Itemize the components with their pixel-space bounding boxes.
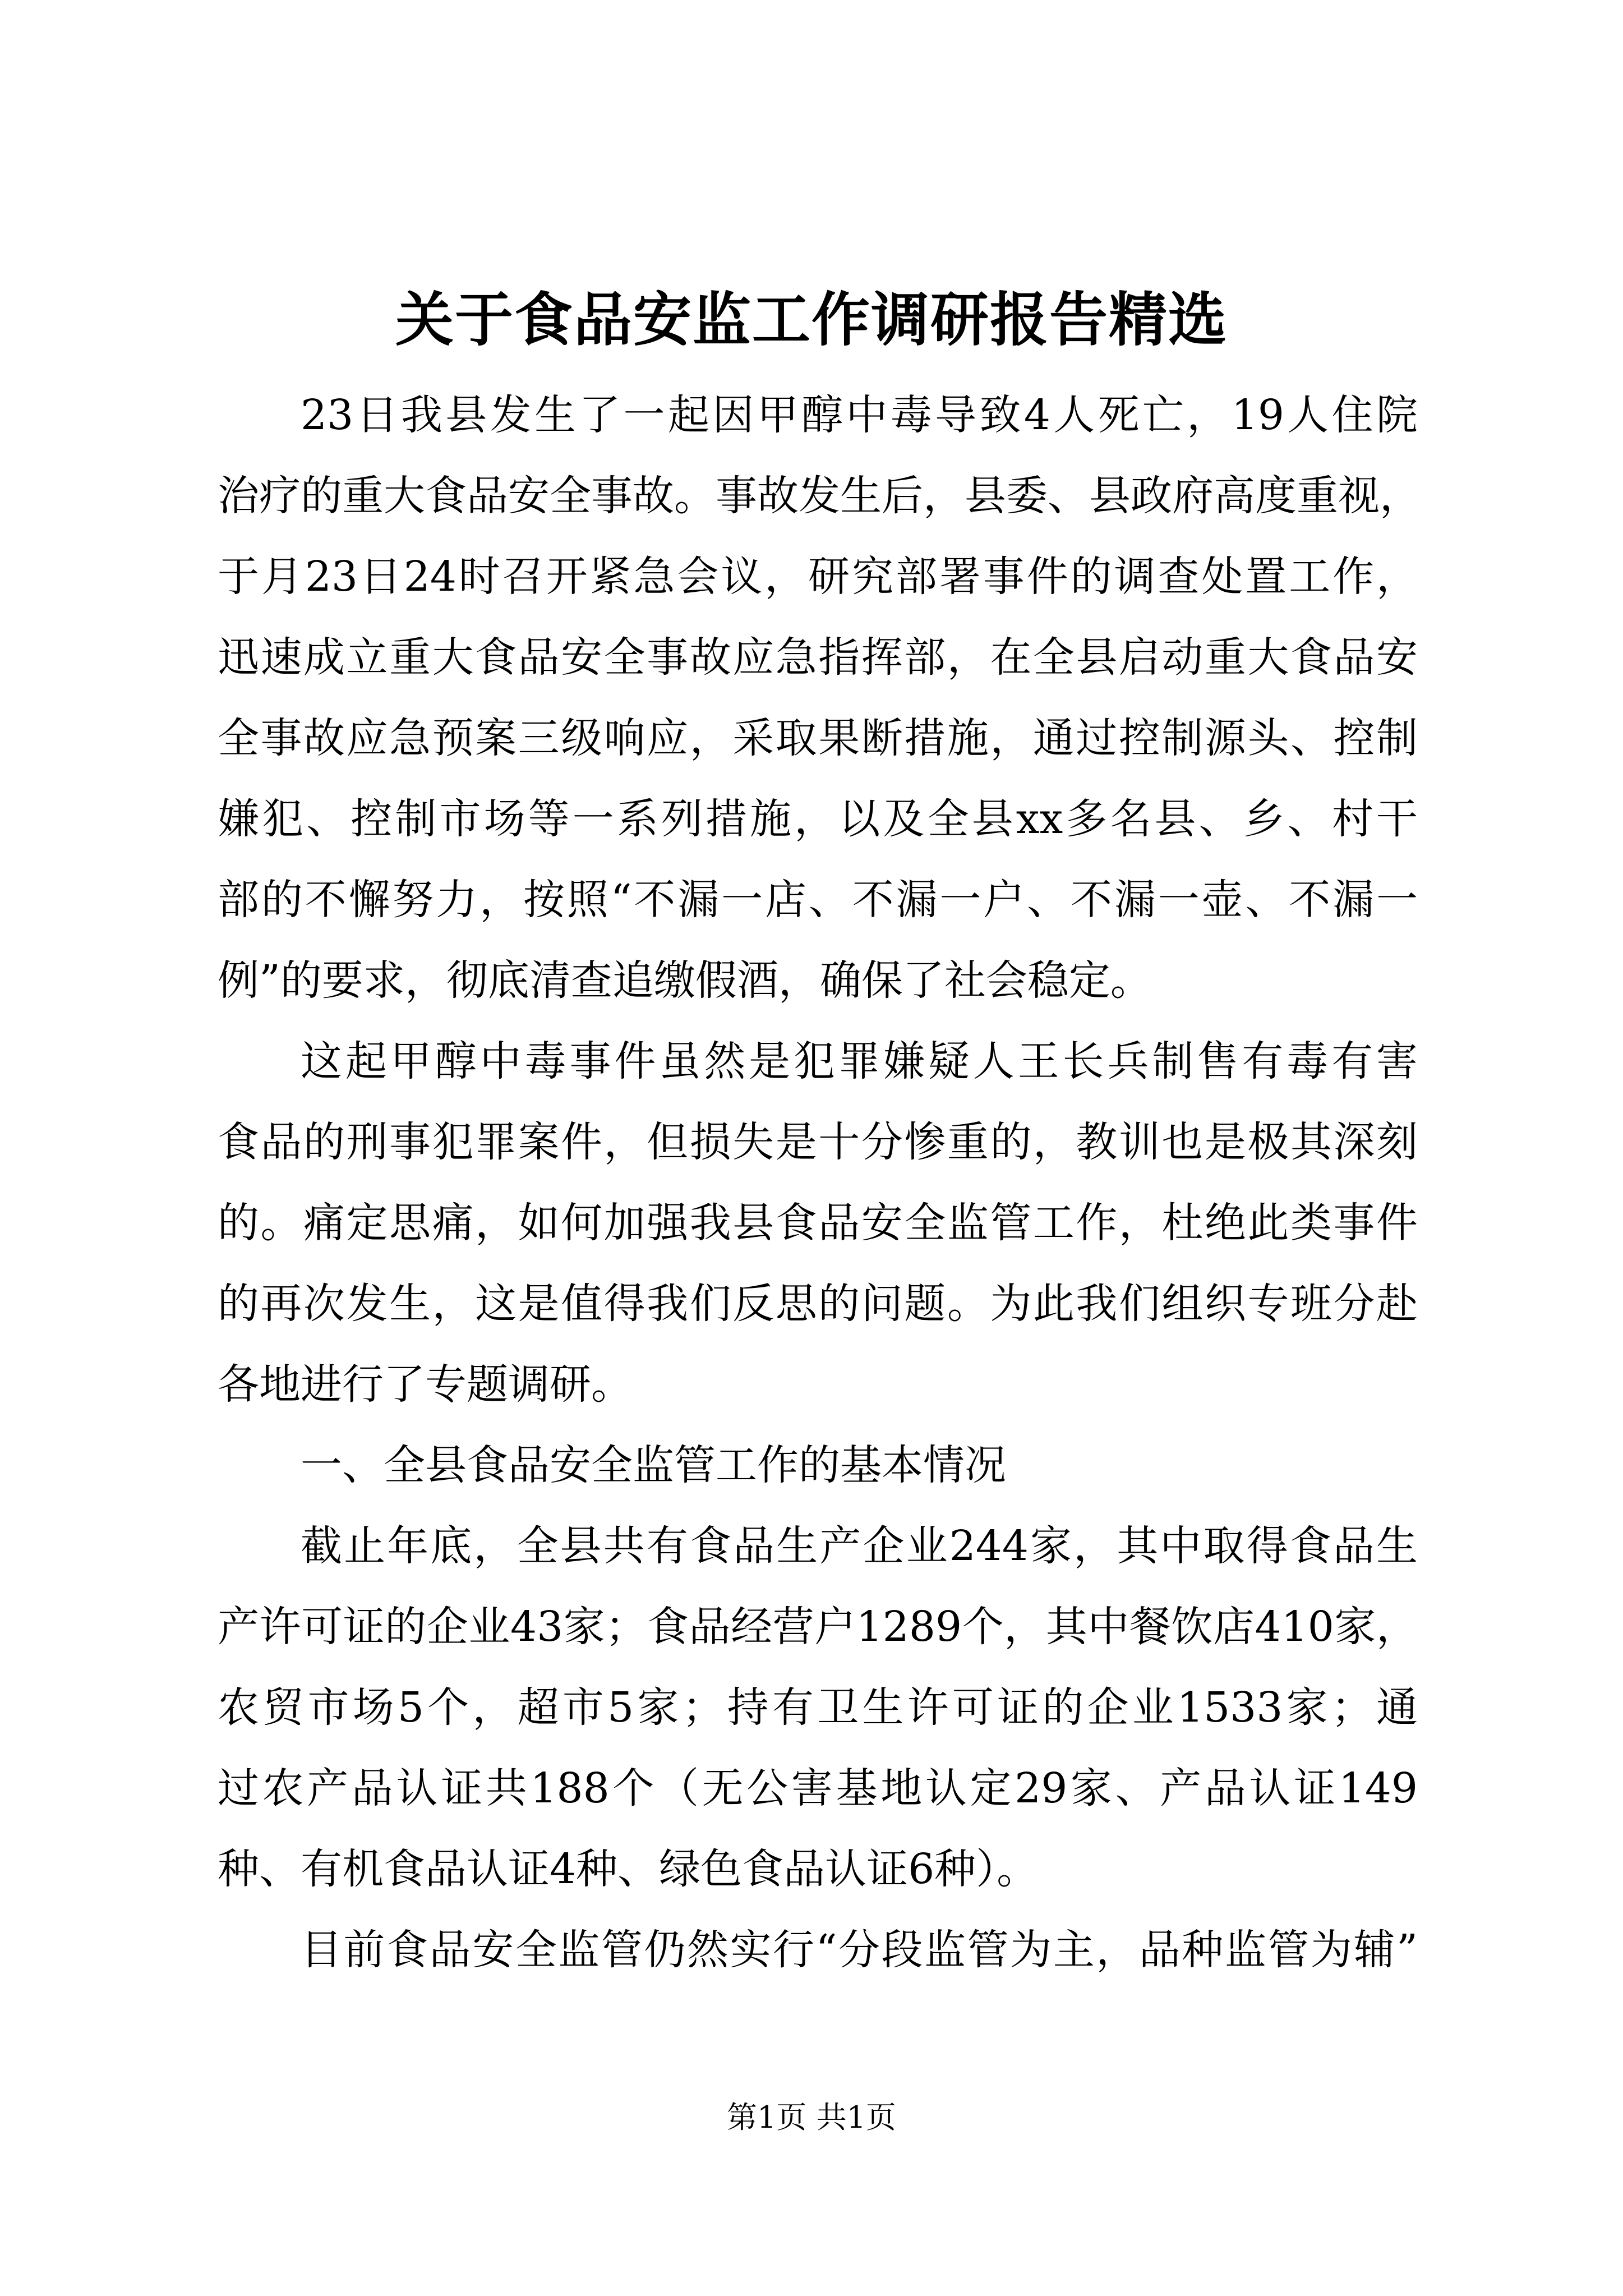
paragraph-1-line-1: 23日我县发生了一起因甲醇中毒导致4人死亡，19人住院 bbox=[301, 391, 1418, 439]
paragraph-1-line-4: 迅速成立重大食品安全事故应急指挥部，在全县启动重大食品安 bbox=[218, 633, 1418, 682]
paragraph-1-line-8: 例”的要求，彻底清查追缴假酒，确保了社会稳定。 bbox=[218, 956, 1152, 1005]
paragraph-1-line-6: 嫌犯、控制市场等一系列措施，以及全县xx多名县、乡、村干 bbox=[218, 795, 1418, 843]
paragraph-2-line-2: 食品的刑事犯罪案件，但损失是十分惨重的，教训也是极其深刻 bbox=[218, 1118, 1418, 1166]
paragraph-2-line-4: 的再次发生，这是值得我们反思的问题。为此我们组织专班分赴 bbox=[218, 1280, 1418, 1328]
paragraph-1-line-5: 全事故应急预案三级响应，采取果断措施，通过控制源头、控制 bbox=[218, 714, 1418, 762]
paragraph-3-line-1: 截止年底，全县共有食品生产企业244家，其中取得食品生 bbox=[301, 1522, 1418, 1570]
paragraph-3-line-2: 产许可证的企业43家；食品经营户1289个，其中餐饮店410家， bbox=[218, 1603, 1418, 1651]
paragraph-2-line-5: 各地进行了专题调研。 bbox=[218, 1360, 633, 1409]
page-footer: 第1页 共1页 bbox=[727, 2100, 896, 2135]
paragraph-3-line-5: 种、有机食品认证4种、绿色食品认证6种）。 bbox=[218, 1845, 1039, 1893]
paragraph-1-line-7: 部的不懈努力，按照“不漏一店、不漏一户、不漏一壶、不漏一 bbox=[218, 876, 1418, 924]
paragraph-4-line-1: 目前食品安全监管仍然实行“分段监管为主，品种监管为辅” bbox=[301, 1926, 1418, 1974]
document-title: 关于食品安监工作调研报告精选 bbox=[395, 285, 1228, 354]
paragraph-3-line-4: 过农产品认证共188个（无公害基地认定29家、产品认证149 bbox=[218, 1764, 1418, 1812]
paragraph-3-line-3: 农贸市场5个，超市5家；持有卫生许可证的企业1533家；通 bbox=[218, 1683, 1418, 1732]
paragraph-2-line-1: 这起甲醇中毒事件虽然是犯罪嫌疑人王长兵制售有毒有害 bbox=[301, 1037, 1418, 1085]
paragraph-2-line-3: 的。痛定思痛，如何加强我县食品安全监管工作，杜绝此类事件 bbox=[218, 1199, 1418, 1247]
section-heading: 一、全县食品安全监管工作的基本情况 bbox=[301, 1441, 1006, 1489]
paragraph-1-line-2: 治疗的重大食品安全事故。事故发生后，县委、县政府高度重视， bbox=[218, 472, 1421, 520]
paragraph-1-line-3: 于月23日24时召开紧急会议，研究部署事件的调查处置工作， bbox=[218, 553, 1418, 601]
